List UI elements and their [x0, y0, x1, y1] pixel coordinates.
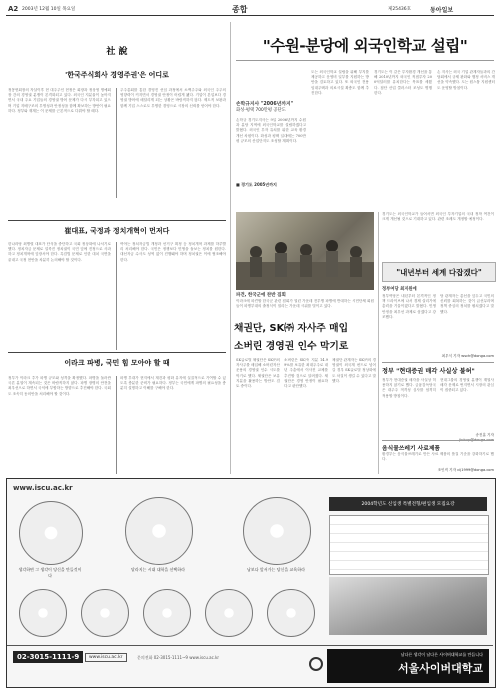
ad-cd-2: [125, 497, 193, 565]
school-logo-icon: [309, 657, 323, 671]
ad-cd-small-4: [205, 589, 253, 637]
ad-banner-text: 2004학년도 신입생 특별전형/편입생 모집요강: [361, 502, 455, 507]
ad-cd-1: [19, 501, 83, 565]
ad-cd-row: [19, 589, 319, 639]
govt-body-1: 정부가 현대증권 매각을 사실상 허용하지 않기로 했다. 금융감독당국은 대주주 적격성 심사를 엄격히 적용할 방침이다.: [382, 378, 436, 398]
ad-footer-bar: [7, 645, 493, 646]
ad-cd-small-2: [81, 589, 129, 637]
ad-cd-3-text: 남보다 앞서가는 당신을 교육하라: [247, 567, 305, 572]
ad-footer-text: 문의전화 02-3015-1111~9 www.iscu.ac.kr: [137, 655, 220, 660]
ad-info-table: [329, 515, 489, 575]
editorial-title-3: 이라크 파병, 국민 힘 모아야 할 때: [64, 359, 170, 367]
ad-tagline: 남다른 생각이 남다른 사이버대학교를 만듭니다: [400, 652, 483, 657]
ad-tagline-box: [327, 649, 489, 683]
photo-caption-title: 파견, 한국군에 찬반 집회: [236, 293, 286, 298]
notice-headline: 음식물쓰레기 사료제품: [382, 446, 441, 452]
ad-phone[interactable]: 02-3015-1111-9: [13, 651, 83, 663]
sk-body-1: SK글로벌 채권단은 SK㈜의 자사주를 매입해 소버린자산운용의 경영권 인수 시도를 막기로 했다. 채권단은 보유 지분을 활용하는 방안도 검토 중이다.: [236, 358, 280, 389]
ad-url[interactable]: www.iscu.ac.kr: [13, 484, 73, 492]
column-body-2: 당 관계자는 총선을 앞두고 국민의 신뢰를 회복하는 것이 급선무라며 정책 중심의 정치를 펼치겠다고 말했다.: [440, 294, 494, 314]
header-rule: [6, 15, 494, 16]
news-photo: [236, 212, 374, 290]
ad-phone-url[interactable]: www.iscu.ac.kr: [85, 653, 127, 662]
editorial-rule-1: [8, 220, 226, 221]
sk-headline-2: 소버린 경영권 인수 막기로: [234, 341, 349, 352]
newspaper-name: 동아일보: [430, 7, 454, 14]
editorial-label: 社 說: [106, 47, 128, 57]
ad-cd-small-3: [143, 589, 191, 637]
ad-cd-2-text: 달라지는 시대 대학을 선택하라: [130, 567, 186, 572]
editorial-2-body-a: 한나라당 최병렬 대표가 단식을 중단하고 국회 정상화에 나서기로 했다. 정치자금 문제로 얼룩진 정치권이 국민 앞에 진정으로 사과하고 정치개혁에 앞장서야 한다. 특검법 문제로 인한 대치 국면을 끝내고 국정 현안을 차분히 논의해야 할 것이다.: [8, 242, 111, 262]
ad-cd-small-1: [19, 589, 67, 637]
ad-school-name: 서울사이버대학교: [397, 662, 483, 675]
column-sub: 정부여당 최지원에: [382, 287, 417, 292]
headline-rule: [236, 60, 494, 61]
editorial-title-1: '한국주식회사 경영주권'은 어디로: [65, 71, 169, 79]
ad-cd-small-5: [267, 589, 315, 637]
column-body-1: 정부여당은 내년부터 본격적인 정책 드라이브에 나서 경제 살리기에 총력을 기울이겠다고 밝혔다. 민생 안정을 최우선 과제로 삼겠다고 강조했다.: [382, 294, 436, 319]
govt-headline: 정부 "현대증권 매각 사실상 불허": [382, 368, 475, 375]
headline-kicker-2: 화성-평택 700만평 공단도: [236, 108, 286, 113]
editorial-1-body-a: 정몽헌회장의 자살이후 현 대주주인 현정은 회장과 정상영 명예회장 간의 경영권 분쟁이 본격화되고 있다. 외국인 지분율이 높아지면서 국내 주요 기업들의 경영권 방어 문제가 다시 부각되고 있으며 기업 지배구조의 투명성과 안정성을 함께 확보하는 방안이 필요하다. 정부와 재계는 이 문제를 근본적으로 다뤄야 할 때다.: [8, 88, 111, 113]
issue-number: 제25436호: [388, 7, 412, 12]
column-box: [382, 262, 496, 282]
column-divider: [230, 22, 231, 474]
main-headline: "수원-분당에 외국인학교 설립": [262, 37, 468, 55]
headline-body-3: 경기도는 이 같은 투자환경 개선을 통해 2010년까지 외국인 직접투자 200억달러를 유치한다는 목표를 세웠다. 첨단 산업 클러스터 조성도 병행한다.: [374, 70, 432, 95]
ad-banner: [329, 497, 487, 511]
headline-body-4: 손 지사는 외국 기업 관계자들과의 간담회에서 규제 완화와 행정 서비스 개선을 약속했다. 도는 원스톱 지원센터도 운영할 방침이다.: [437, 70, 495, 90]
editorial-3-body-b: 파병 부대가 현지에서 재건과 평화 유지에 실질적으로 기여할 수 있도록 충분한 준비가 필요하다. 정부는 국민에게 파병의 필요성을 충분히 설명하고 이해를 구해야 한다.: [120, 376, 226, 391]
headline-kicker: 손학규지사 "2006년까지": [236, 102, 294, 107]
headline-sub: ■ 경기도 2005년까지: [236, 182, 277, 187]
editorial-1-body-b: 주주총회를 통한 경영진 선임 과정에서 소액주주와 외국인 주주의 영향력이 커지면서 경영권 안정이 어렵게 됐다. 기업이 본업보다 경영권 방어에 매달리게 되는 상황은 바람직하지 않다. 제도적 보완과 함께 기업 스스로도 투명한 경영으로 시장의 신뢰를 얻어야 한다.: [120, 88, 226, 108]
sk-body-2: 소버린은 SK㈜ 지분 14.99%를 보유한 최대주주로 내년 주총에서 이사진 교체를 추진할 것으로 알려졌다. 채권단은 경영 안정이 필요하다고 판단했다.: [284, 358, 328, 389]
notice-body: 환경부는 음식물쓰레기로 만든 사료 제품의 품질 기준을 강화하기로 했다.: [382, 452, 494, 462]
editorial-title-2: 崔대표, 국정과 정치개혁이 먼저다: [64, 227, 170, 235]
sk-headline-1: 채권단, SK㈜ 자사주 매입: [234, 323, 349, 334]
photo-caption: 이라크에 파견할 한국군 관련 집회가 열린 가운데 전투병 파병에 반대하는 시민단체 회원들이 파병부대의 출정식이 열리는 가운데 시위를 벌이고 있다.: [236, 299, 374, 309]
editorial-divider-3: [116, 376, 117, 474]
issue-date: 2003년 12월 10일 목요일: [22, 7, 76, 12]
editorial-2-body-b: 여야는 정치자금법 개정과 선거구 획정 등 정치개혁 과제를 하루빨리 처리해야 한다. 국민은 정쟁보다 민생을 돌보는 정치를 원한다. 대선자금 수사도 성역 없이 진행돼야 하며 정치권은 이에 협조해야 한다.: [120, 242, 226, 262]
notice-byline: 조인직 기자 cij1999@donga.com: [437, 468, 494, 472]
headline-body-2: 도는 외국인학교 설립을 위해 부지를 제공하고 운영비 일부를 지원하는 방안을 검토하고 있다. 또 외국인 전용 임대주택과 의료시설 확충도 함께 추진한다.: [311, 70, 369, 95]
right-column-divider: [378, 212, 379, 474]
editorial-rule-2: [8, 352, 226, 353]
advertisement[interactable]: [6, 478, 496, 688]
column-byline: 최우식 기자 wsch@donga.com: [441, 354, 494, 358]
right-top-body: 경기도는 외국인학교가 들어서면 외국인 투자기업의 국내 정착 여건이 크게 개선될 것으로 기대하고 있다. 관련 조례도 개정할 예정이다.: [382, 212, 494, 222]
notice-rule: [382, 440, 494, 441]
ad-cd-1-text: 생각하면 그 생각이 당신을 만들것이다: [18, 567, 82, 578]
section-title: 종합: [232, 5, 248, 14]
govt-byline: 송진흡 기자: [475, 433, 494, 437]
govt-body-2: 현대그룹의 경영권 분쟁이 계열사 매각 문제로 번지면서 시장의 관심이 집중되고 있다.: [440, 378, 494, 393]
photo-crowd-icon: [236, 212, 374, 290]
sk-body-3: 채권단 관계자는 SK㈜의 경영권이 외국계 펀드로 넘어갈 경우 SK글로벌 정상화에도 차질이 생길 수 있다고 말했다.: [332, 358, 376, 383]
ad-cd-3: [243, 497, 311, 565]
editorial-divider-2: [116, 242, 117, 350]
editorial-divider: [116, 88, 117, 198]
ad-portrait: [329, 577, 487, 635]
column-title: "내년부터 세계 다잡겠다": [396, 268, 482, 277]
page-number: A2: [8, 5, 19, 13]
editorial-3-body-a: 정부가 이라크 추가 파병 규모와 성격을 확정했다. 파병을 둘러싼 국론 분열이 계속되는 것은 바람직하지 않다. 파병 장병의 안전을 최우선으로 하면서 국익에 부합하는 방향으로 추진해야 한다. 국회도 조속히 동의안을 처리해야 할 것이다.: [8, 376, 111, 396]
headline-body-1: 손학규 경기도지사는 9일 2006년까지 수원과 분당 지역에 외국인학교를 설립하겠다고 밝혔다. 외국인 투자 유치를 위한 교육 환경 개선 차원이다. 화성과 평택 일대에는 700만평 규모의 산업단지도 조성할 계획이다.: [236, 118, 306, 143]
govt-rule: [382, 362, 494, 363]
